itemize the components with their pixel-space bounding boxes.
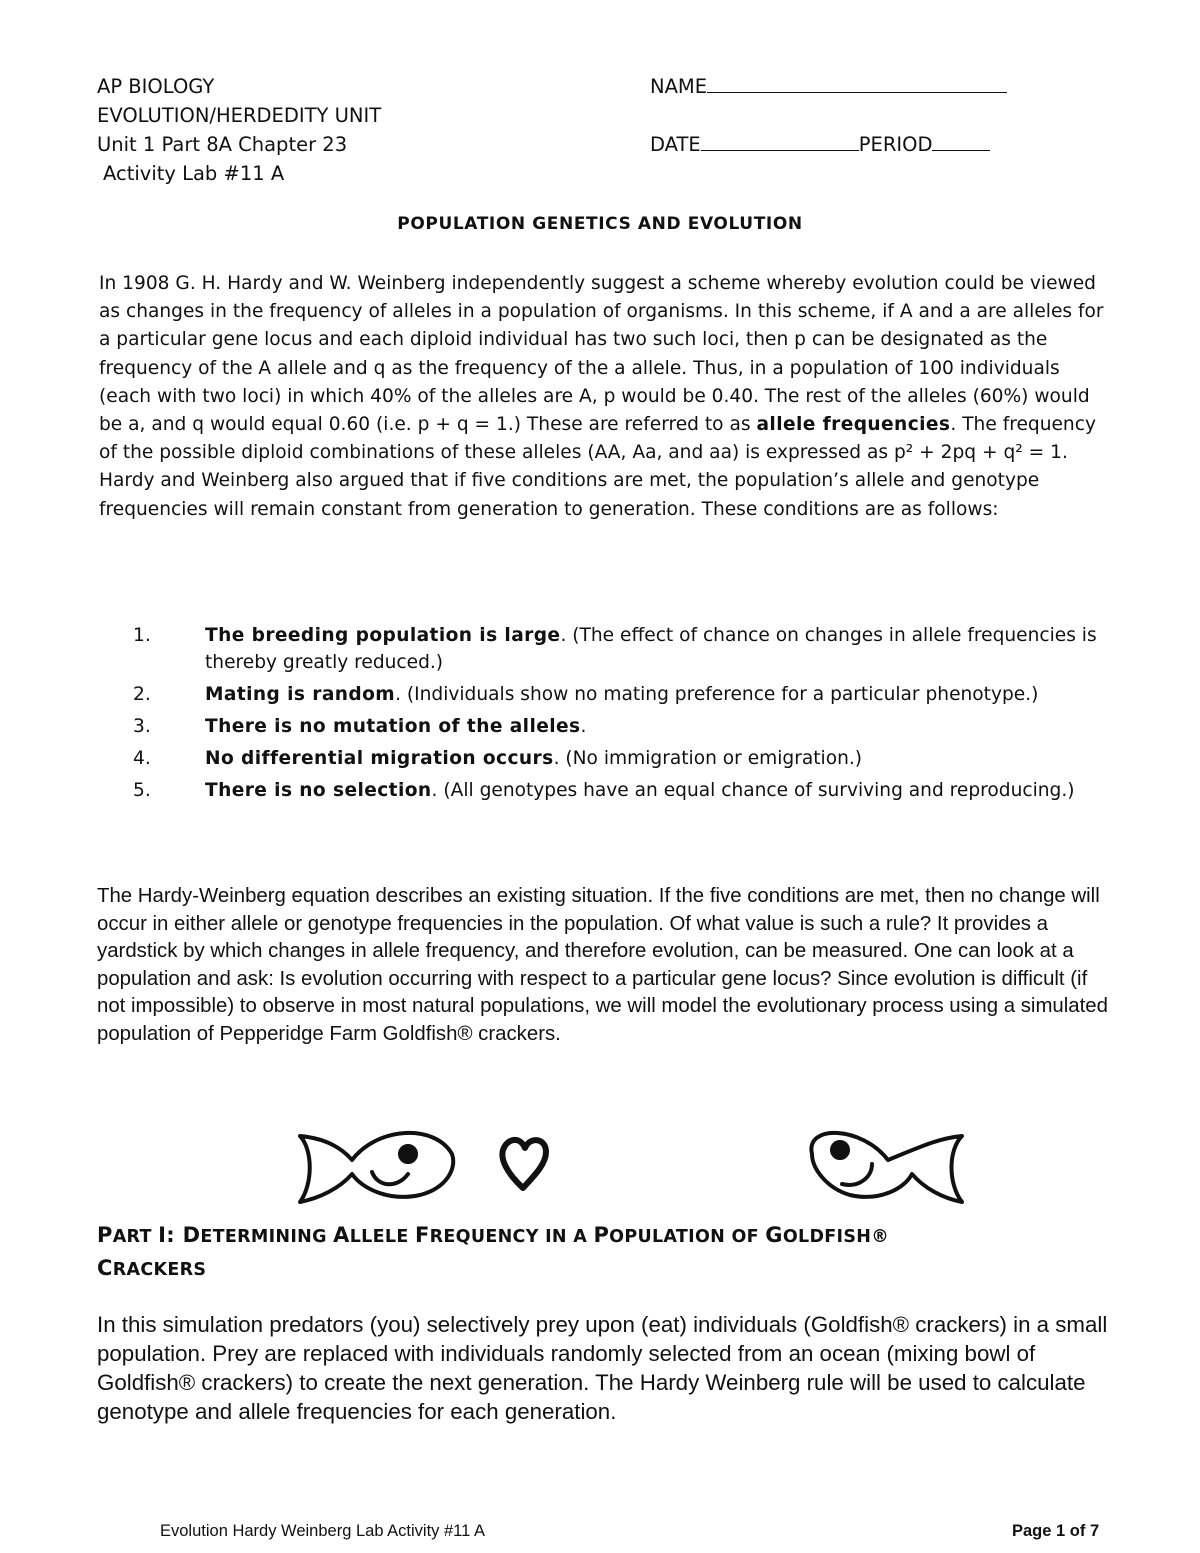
condition-text: . (No immigration or emigration.) — [553, 748, 863, 769]
condition-item — [99, 777, 1099, 804]
condition-number: 5. — [133, 780, 151, 801]
condition-item — [99, 745, 1099, 772]
condition-title: No differential migration occurs — [205, 748, 554, 769]
name-label: NAME — [650, 75, 708, 98]
name-blank[interactable] — [707, 74, 1007, 93]
condition-title: The breeding population is large — [205, 625, 561, 646]
condition-text: . (The effect of chance on changes in allele frequencies is thereby greatly reduced.) — [205, 625, 1097, 673]
condition-title: There is no mutation of the alleles — [205, 716, 581, 737]
page-number: Page 1 of 7 — [1012, 1522, 1100, 1540]
date-label: DATE — [650, 133, 701, 156]
part-heading-line-2: CRACKERS — [97, 1256, 207, 1280]
simulation-paragraph: In this simulation predators (you) selectively prey upon (eat) individuals (Goldfish® crackers) in a small population. Prey are replaced with individuals randomly selected from an ocean (mixing bowl of Goldfish® crackers) to create the next generation. The Hardy Weinberg rule will be used to calculate genotype and allele frequencies for each generation. — [97, 1312, 1108, 1424]
header-left — [97, 72, 617, 188]
intro-text-1: In 1908 G. H. Hardy and W. Weinberg independently suggest a scheme whereby evolution could be viewed as changes in the frequency of alleles in a population of organisms. In this scheme, if A and a are alleles for a particular gene locus and each diploid individual has two such loci, then p can be designated as the frequency of the A allele and q as the frequency of the a allele. Thus, in a population of 100 individuals (each with two loci) in which 40% of the alleles are A, p would be 0.40. The rest of the alleles (60%) would be a, and q would equal 0.60 (i.e. p + q = 1.) These are referred to as — [99, 273, 1104, 436]
period-label: PERIOD — [858, 133, 933, 156]
goldfish-left-icon — [300, 1133, 453, 1202]
date-blank[interactable] — [701, 132, 859, 151]
hardy-weinberg-paragraph: The Hardy-Weinberg equation describes an existing situation. If the five conditions are met, then no change will occur in either allele or genotype frequencies in the population. Of what value is such a rule? It provides a yardstick by which changes in allele frequency, and therefore evolution, can be measured. One can look at a population and ask: Is evolution occurring with respect to a particular gene locus? Since evolution is difficult (if not impossible) to observe in most natural populations, we will model the evolutionary process using a simulated population of Pepperidge Farm Goldfish® crackers. — [97, 885, 1108, 1045]
condition-title: There is no selection — [205, 780, 432, 801]
condition-title: Mating is random — [205, 684, 396, 705]
course-label: AP BIOLOGY — [97, 75, 215, 98]
activity-label: Activity Lab #11 A — [103, 162, 285, 185]
goldfish-right-icon — [811, 1133, 962, 1202]
condition-number: 3. — [133, 716, 151, 737]
goldfish-illustration — [0, 1110, 1200, 1210]
heart-icon — [502, 1140, 546, 1188]
condition-text: . — [580, 716, 587, 737]
condition-item — [99, 622, 1099, 676]
chapter-label: Unit 1 Part 8A Chapter 23 — [97, 133, 348, 156]
header-right — [650, 72, 1030, 159]
intro-paragraph — [99, 270, 1109, 524]
condition-item — [99, 681, 1099, 708]
condition-number: 2. — [133, 684, 151, 705]
part-heading-line-1: PART I: DETERMINING ALLELE FREQUENCY IN A POPULATION OF GOLDFISH® — [97, 1223, 890, 1247]
condition-number: 1. — [133, 625, 151, 646]
part-one-heading — [97, 1220, 1097, 1286]
name-row — [650, 72, 1030, 101]
page-title: POPULATION GENETICS AND EVOLUTION — [397, 214, 803, 234]
unit-label: EVOLUTION/HERDEDITY UNIT — [97, 104, 382, 127]
condition-item — [99, 713, 1099, 740]
conditions-list — [99, 622, 1099, 809]
intro-text-2: . The frequency of the possible diploid combinations of these alleles (AA, Aa, and aa) is expressed as p² + 2pq + q² = 1. Hardy and Weinberg also argued that if five conditions are met, the population’s allele and genotype frequencies will remain constant from generation to generation. These conditions are as follows: — [99, 414, 1096, 520]
period-blank[interactable] — [932, 132, 990, 151]
footer-title: Evolution Hardy Weinberg Lab Activity #11 A — [160, 1522, 485, 1540]
date-period-row — [650, 130, 1030, 159]
condition-text: . (Individuals show no mating preference for a particular phenotype.) — [395, 684, 1039, 705]
condition-text: . (All genotypes have an equal chance of surviving and reproducing.) — [431, 780, 1075, 801]
intro-bold-term: allele frequencies — [756, 414, 951, 436]
condition-number: 4. — [133, 748, 151, 769]
